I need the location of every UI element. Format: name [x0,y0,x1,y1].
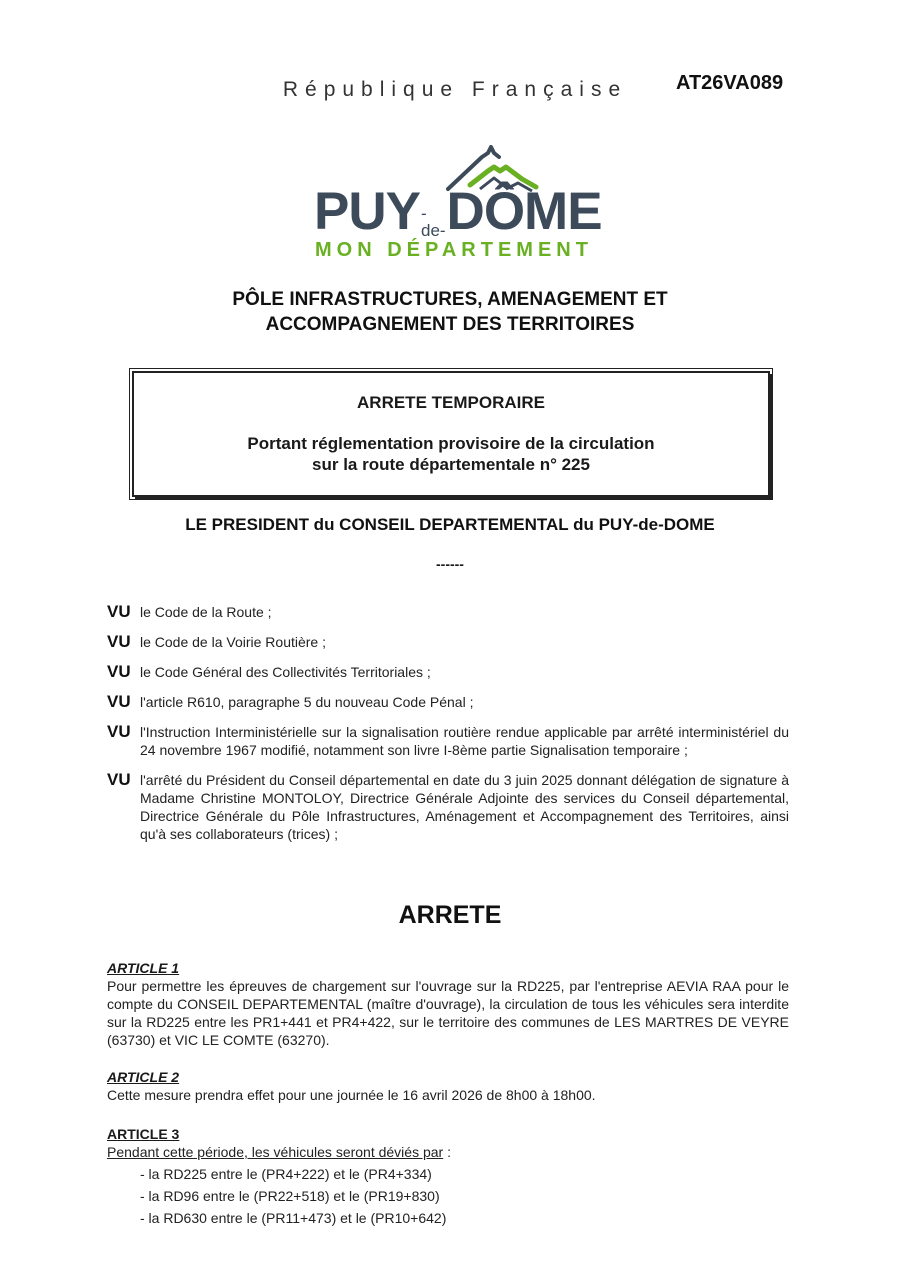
arrete-title-box [132,371,770,497]
vu-keyword: VU [107,602,131,621]
vu-item [107,693,789,711]
arrete-subject-line1: Portant réglementation provisoire de la circulation [247,434,655,453]
vu-keyword: VU [107,770,131,789]
arrete-heading: ARRETE [398,901,502,929]
president-heading: LE PRESIDENT du CONSEIL DEPARTEMENTAL du PUY-de-DOME [185,515,715,534]
vu-keyword: VU [107,662,131,681]
pole-heading [0,287,900,337]
vu-item [107,771,789,843]
article-1-text: Pour permettre les épreuves de chargement sur l'ouvrage sur la RD225, par l'entreprise AEVIA RAA pour le compte du CONSEIL DEPARTEMENTAL (maître d'ouvrage), la circulation de tous les véhicules sera interdite sur la RD225 entre les PR1+441 et PR4+422, sur le territoire des communes de LES MARTRES DE VEYRE (63730) et VIC LE COMTE (63270). [107,978,789,1048]
deviation-routes [140,1163,789,1229]
vu-text: le Code de la Voirie Routière ; [140,634,326,650]
arrete-subject-line2: sur la route départementale n° 225 [312,455,590,474]
vu-item [107,633,789,651]
arrete-temporaire-title: ARRETE TEMPORAIRE [357,393,545,412]
logo-subtitle: MON DÉPARTEMENT [315,239,593,261]
vu-item [107,603,789,621]
article-2 [107,1068,789,1104]
article-2-text: Cette mesure prendra effet pour une journée le 16 avril 2026 de 8h00 à 18h00. [107,1087,596,1103]
article-1-title: ARTICLE 1 [107,960,180,976]
separator: ------ [436,556,464,572]
deviation-route: - la RD630 entre le (PR11+473) et le (PR10+642) [140,1210,447,1226]
document-reference: AT26VA089 [676,72,784,94]
arrete-subject [134,433,768,475]
republique-francaise-heading: République Française [282,78,628,101]
vu-keyword: VU [107,632,131,651]
vu-item [107,723,789,759]
deviation-route: - la RD96 entre le (PR22+518) et le (PR19+830) [140,1188,440,1204]
puy-de-dome-logo [310,145,602,261]
article-3 [107,1125,789,1229]
logo-title-left: PUY [314,182,420,241]
logo-title-right: DÔME [446,182,602,241]
vu-keyword: VU [107,692,131,711]
vu-text: le Code Général des Collectivités Territoriales ; [140,664,431,680]
logo-title-mid: -de- [420,204,446,240]
vu-text: le Code de la Route ; [140,604,272,620]
article-3-intro-underlined: Pendant cette période, les véhicules seront déviés par [107,1144,444,1160]
article-3-intro [107,1143,789,1161]
vu-item [107,663,789,681]
vu-text: l'article R610, paragraphe 5 du nouveau Code Pénal ; [140,694,474,710]
article-3-title: ARTICLE 3 [107,1126,180,1142]
vu-list [107,603,789,855]
article-2-title: ARTICLE 2 [107,1069,180,1085]
article-3-intro-end: : [443,1144,451,1160]
article-1 [107,959,789,1049]
pole-heading-line2: ACCOMPAGNEMENT DES TERRITOIRES [265,314,635,335]
pole-heading-line1: PÔLE INFRASTRUCTURES, AMENAGEMENT ET [232,289,668,310]
vu-keyword: VU [107,722,131,741]
vu-text: l'Instruction Interministérielle sur la signalisation routière rendue applicable par arrêté interministériel du 24 novembre 1967 modifié, notamment son livre I-8ème partie Signalisation temporaire ; [140,724,789,758]
deviation-route: - la RD225 entre le (PR4+222) et le (PR4+334) [140,1166,432,1182]
vu-text: l'arrêté du Président du Conseil départemental en date du 3 juin 2025 donnant délégation de signature à Madame Christine MONTOLOY, Directrice Générale Adjointe des services du Conseil départemental, Directrice Générale du Pôle Infrastructures, Aménagement et Accompagnement des Territoires, ainsi qu'à ses collaborateurs (trices) ; [140,772,789,842]
